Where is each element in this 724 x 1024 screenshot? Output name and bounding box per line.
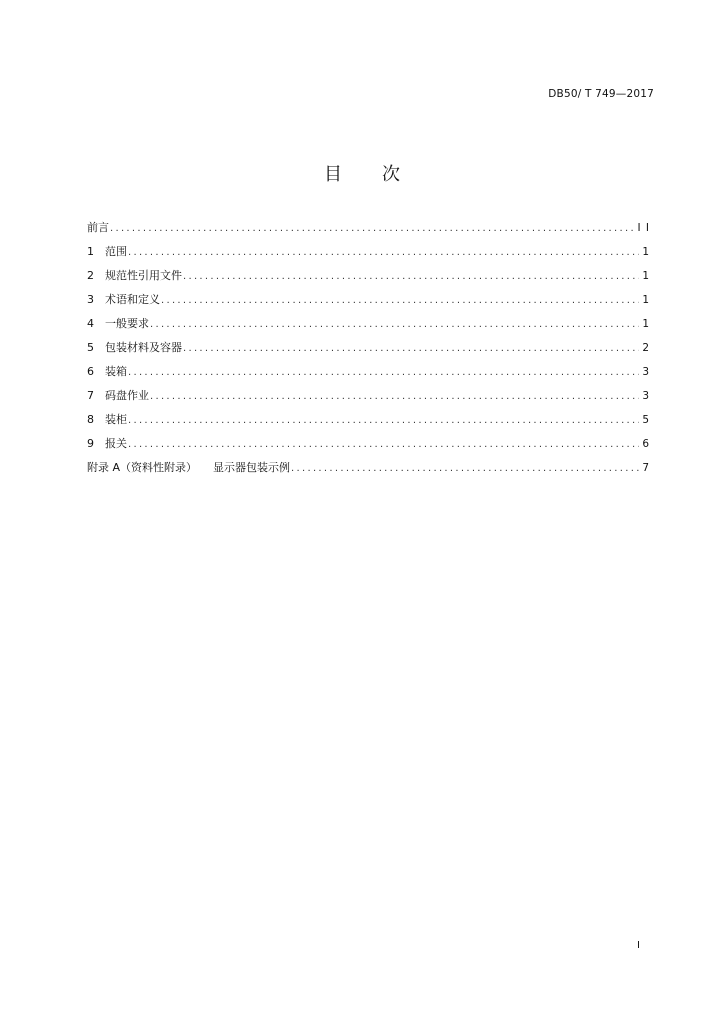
toc-entry-label: 报关 xyxy=(105,437,127,450)
toc-entry-appendix-a[interactable] xyxy=(87,459,650,483)
page-number: I xyxy=(637,940,640,951)
toc-entry-page: 3 xyxy=(642,366,650,378)
toc-entry-label: 包装材料及容器 xyxy=(105,341,182,354)
toc-entry-page: 7 xyxy=(642,462,650,474)
toc-entry-4[interactable] xyxy=(87,315,650,339)
toc-entry-3[interactable] xyxy=(87,291,650,315)
toc-entry-6[interactable] xyxy=(87,363,650,387)
page-title xyxy=(0,160,724,186)
table-of-contents xyxy=(87,219,650,483)
toc-leader-dots xyxy=(128,415,639,426)
toc-entry-label: 装柜 xyxy=(105,413,127,426)
toc-entry-label: 规范性引用文件 xyxy=(105,269,182,282)
toc-entry-5[interactable] xyxy=(87,339,650,363)
toc-entry-number: 1 xyxy=(87,245,94,258)
toc-entry-1[interactable] xyxy=(87,243,650,267)
toc-entry-label: 范围 xyxy=(105,245,127,258)
toc-entry-number: 2 xyxy=(87,269,94,282)
document-code: DB50/ T 749—2017 xyxy=(548,88,654,100)
toc-entry-8[interactable] xyxy=(87,411,650,435)
toc-leader-dots xyxy=(150,319,639,330)
toc-entry-number: 8 xyxy=(87,413,94,426)
toc-entry-7[interactable] xyxy=(87,387,650,411)
toc-leader-dots xyxy=(150,391,639,402)
toc-entry-number: 6 xyxy=(87,365,94,378)
toc-entry-page: 3 xyxy=(642,390,650,402)
toc-entry-2[interactable] xyxy=(87,267,650,291)
toc-entry-label: 前言 xyxy=(87,221,109,234)
appendix-label: 附录 A（资料性附录） xyxy=(87,461,198,474)
toc-entry-page: 1 xyxy=(642,318,650,330)
toc-entry-number: 3 xyxy=(87,293,94,306)
toc-entry-number: 5 xyxy=(87,341,94,354)
toc-entry-foreword[interactable] xyxy=(87,219,650,243)
toc-entry-page: I I xyxy=(637,222,650,234)
toc-leader-dots xyxy=(110,223,634,234)
toc-leader-dots xyxy=(291,463,639,474)
toc-entry-9[interactable] xyxy=(87,435,650,459)
toc-leader-dots xyxy=(128,439,639,450)
toc-entry-page: 1 xyxy=(642,294,650,306)
toc-leader-dots xyxy=(128,247,639,258)
toc-entry-page: 5 xyxy=(642,414,650,426)
toc-leader-dots xyxy=(128,367,639,378)
toc-leader-dots xyxy=(161,295,639,306)
toc-leader-dots xyxy=(183,343,639,354)
toc-leader-dots xyxy=(183,271,639,282)
toc-entry-label: 码盘作业 xyxy=(105,389,149,402)
toc-entry-page: 1 xyxy=(642,246,650,258)
toc-entry-label xyxy=(87,459,290,475)
toc-entry-label: 装箱 xyxy=(105,365,127,378)
toc-entry-label: 术语和定义 xyxy=(105,293,160,306)
toc-entry-label: 一般要求 xyxy=(105,317,149,330)
toc-entry-number: 9 xyxy=(87,437,94,450)
title-char-2: 次 xyxy=(382,164,400,185)
toc-entry-page: 6 xyxy=(642,438,650,450)
appendix-subtitle: 显示器包装示例 xyxy=(213,461,291,474)
toc-entry-number: 7 xyxy=(87,389,94,402)
toc-entry-page: 2 xyxy=(642,342,650,354)
toc-entry-page: 1 xyxy=(642,270,650,282)
title-char-1: 目 xyxy=(324,164,342,185)
toc-entry-number: 4 xyxy=(87,317,94,330)
